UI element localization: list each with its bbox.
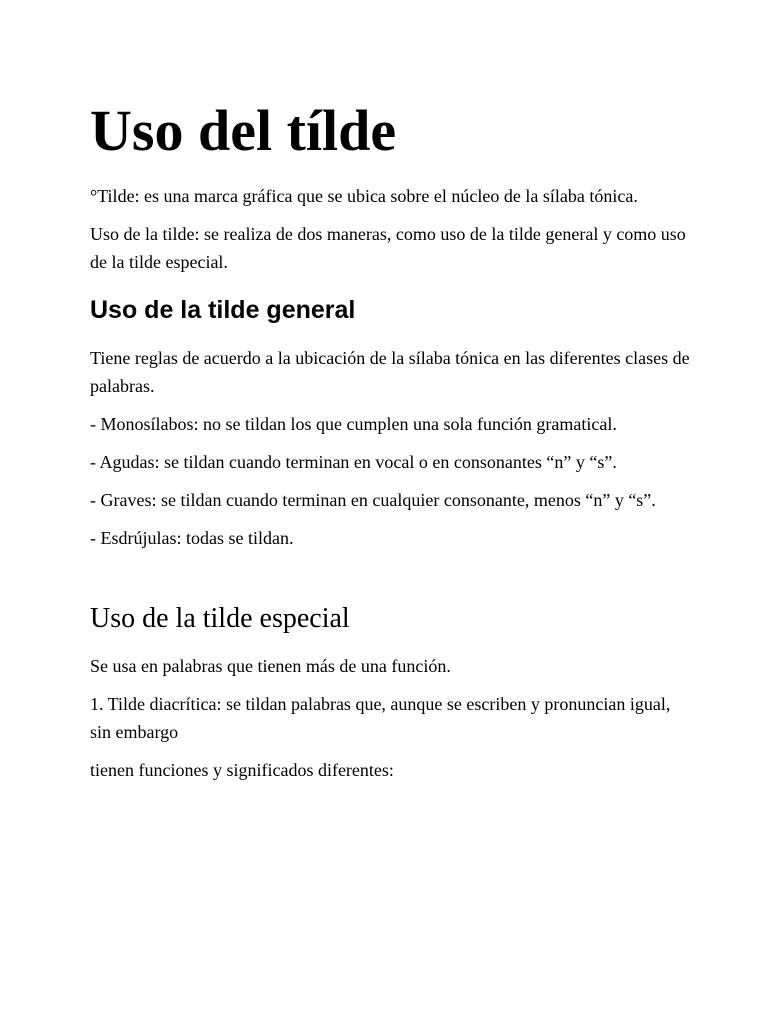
intro-definition-paragraph: °Tilde: es una marca gráfica que se ubica sobre el núcleo de la sílaba tónica. [90,186,638,206]
graves-paragraph: - Graves: se tildan cuando terminan en cualquier consonante, menos “n” y “s”. [90,490,656,510]
general-rules-paragraph: Tiene reglas de acuerdo a la ubicación de la sílaba tónica en las diferentes clases de palabras. [90,348,690,396]
section-general-heading: Uso de la tilde general [90,296,356,324]
document-content [90,96,690,794]
monosilabos-paragraph: - Monosílabos: no se tildan los que cumplen una sola función gramatical. [90,414,617,434]
document-title: Uso del tílde [90,98,397,163]
especial-intro-paragraph: Se usa en palabras que tienen más de una función. [90,656,451,676]
section-especial-heading: Uso de la tilde especial [90,603,350,634]
agudas-paragraph: - Agudas: se tildan cuando terminan en vocal o en consonantes “n” y “s”. [90,452,617,472]
tilde-diacritica-continuation-paragraph: tienen funciones y significados diferentes: [90,760,394,780]
tilde-diacritica-paragraph: 1. Tilde diacrítica: se tildan palabras que, aunque se escriben y pronuncian igual, sin embargo [90,694,671,742]
esdrujulas-paragraph: - Esdrújulas: todas se tildan. [90,528,294,548]
intro-usage-paragraph: Uso de la tilde: se realiza de dos maneras, como uso de la tilde general y como uso de la tilde especial. [90,224,686,272]
